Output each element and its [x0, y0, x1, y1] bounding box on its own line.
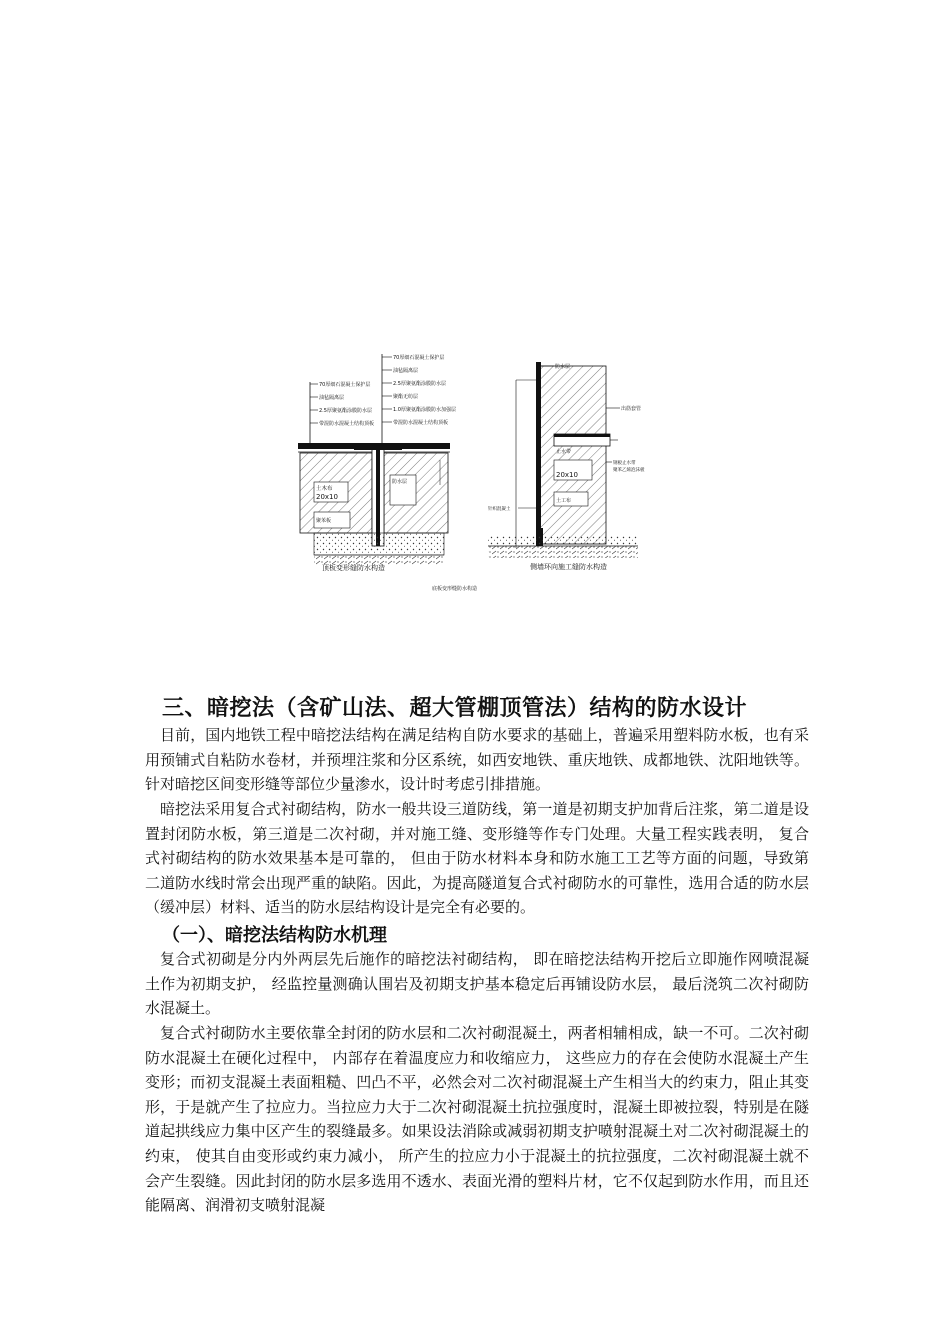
drawing-label: 70厚细石混凝土保护层: [319, 382, 371, 388]
paragraph: 复合式衬砌防水主要依靠全封闭的防水层和二次衬砌混凝土，两者相辅相成，缺一不可。二次衬砌防水混凝土在硬化过程中， 内部存在着温度应力和收缩应力， 这些应力的存在会使防水混凝土产生变形；而初支混凝土表面粗糙、凹凸不平，必然会对二次衬砌混凝土产生相当大的约束力，阻止其变形，于是就产生了拉应力。当拉应力大于二次衬砌混凝土抗拉强度时，混凝土即被拉裂，特别是在隧道起拱线应力集中区产生的裂缝最多。如果设法消除或减弱初期支护喷射混凝土对二次衬砌混凝土的约束， 使其自由变形或约束力减小， 所产生的拉应力小于混凝土的抗拉强度，二次衬砌混凝土就不会产生裂缝。因此封闭的防水层多选用不透水、表面光滑的塑料片材，它不仅起到防水作用，而且还能隔离、润滑初支喷射混凝: [145, 1024, 809, 1215]
drawing-label: 带混防水混凝土结构顶板: [393, 420, 449, 426]
drawing-tag: 土木布: [316, 486, 333, 492]
sub-heading: （一）、暗挖法结构防水机理: [162, 925, 387, 946]
drawing-label: 聚酯无纺层: [393, 394, 419, 400]
drawing-label: 油毡隔离层: [319, 395, 345, 401]
right-drawing-caption: 侧墙环向施工缝防水构造: [530, 563, 607, 571]
drawing-tag: 20x10: [316, 493, 338, 501]
drawing-label: 聚苯乙烯泡沫板: [613, 468, 645, 473]
drawing-label: 带混防水混凝土结构顶板: [319, 421, 375, 427]
drawing-label: 钢板止水带: [613, 461, 636, 466]
drawing-label: 70厚细石混凝土保护层: [393, 355, 445, 361]
drawing-label: 针织混凝土: [488, 507, 511, 512]
bottom-drawing-caption: 底板变形缝防水构造: [432, 586, 478, 592]
drawing-label: 防水层: [555, 364, 571, 370]
paragraph: 目前，国内地铁工程中暗挖法结构在满足结构自防水要求的基础上，普遍采用塑料防水板，也有采用预铺式自粘防水卷材，并预埋注浆和分区系统，如西安地铁、重庆地铁、成都地铁、沈阳地铁等。针对暗挖区间变形缝等部位少量渗水，设计时考虑引排措施。: [145, 726, 809, 794]
waterproofing-construction-drawing: [292, 350, 657, 595]
left-drawing-caption: 顶板变形缝防水构造: [322, 564, 385, 572]
drawing-label: 2.5厚聚氨酯涂膜防水层: [393, 381, 446, 387]
construction-drawing-svg: [292, 350, 657, 595]
drawing-label: 1.0厚聚氨酯涂膜防水加强层: [393, 407, 456, 413]
drawing-tag: 防水层: [392, 479, 408, 485]
right-joint-detail: [488, 362, 638, 558]
drawing-tag: 土工布: [556, 498, 572, 504]
paragraph: 复合式初砌是分内外两层先后施作的暗挖法衬砌结构， 即在暗挖法结构开挖后立即施作网喷混凝土作为初期支护， 经监控量测确认围岩及初期支护基本稳定后再铺设防水层， 最后浇筑二次衬砌防水混凝土。: [145, 950, 809, 1018]
drawing-label: 出筋套管: [621, 406, 642, 412]
drawing-label: 油毡隔离层: [393, 368, 419, 374]
drawing-tag: 止水带: [556, 449, 572, 455]
drawing-label: 2.5厚聚氨酯涂膜防水层: [319, 408, 372, 414]
drawing-tag: 聚苯板: [316, 518, 332, 524]
section-heading: 三、暗挖法（含矿山法、超大管棚顶管法）结构的防水设计: [162, 695, 748, 721]
drawing-tag: 20x10: [556, 471, 578, 479]
paragraph: 暗挖法采用复合式衬砌结构，防水一般共设三道防线，第一道是初期支护加背后注浆，第二道是设置封闭防水板，第三道是二次衬砌，并对施工缝、变形缝等作专门处理。大量工程实践表明， 复合式衬砌结构的防水效果基本是可靠的， 但由于防水材料本身和防水施工工艺等方面的问题，导致第二道防水线时常会出现严重的缺陷。因此，为提高隧道复合式衬砌防水的可靠性，选用合适的防水层（缓冲层）材料、适当的防水层结构设计是完全有必要的。: [145, 800, 809, 917]
